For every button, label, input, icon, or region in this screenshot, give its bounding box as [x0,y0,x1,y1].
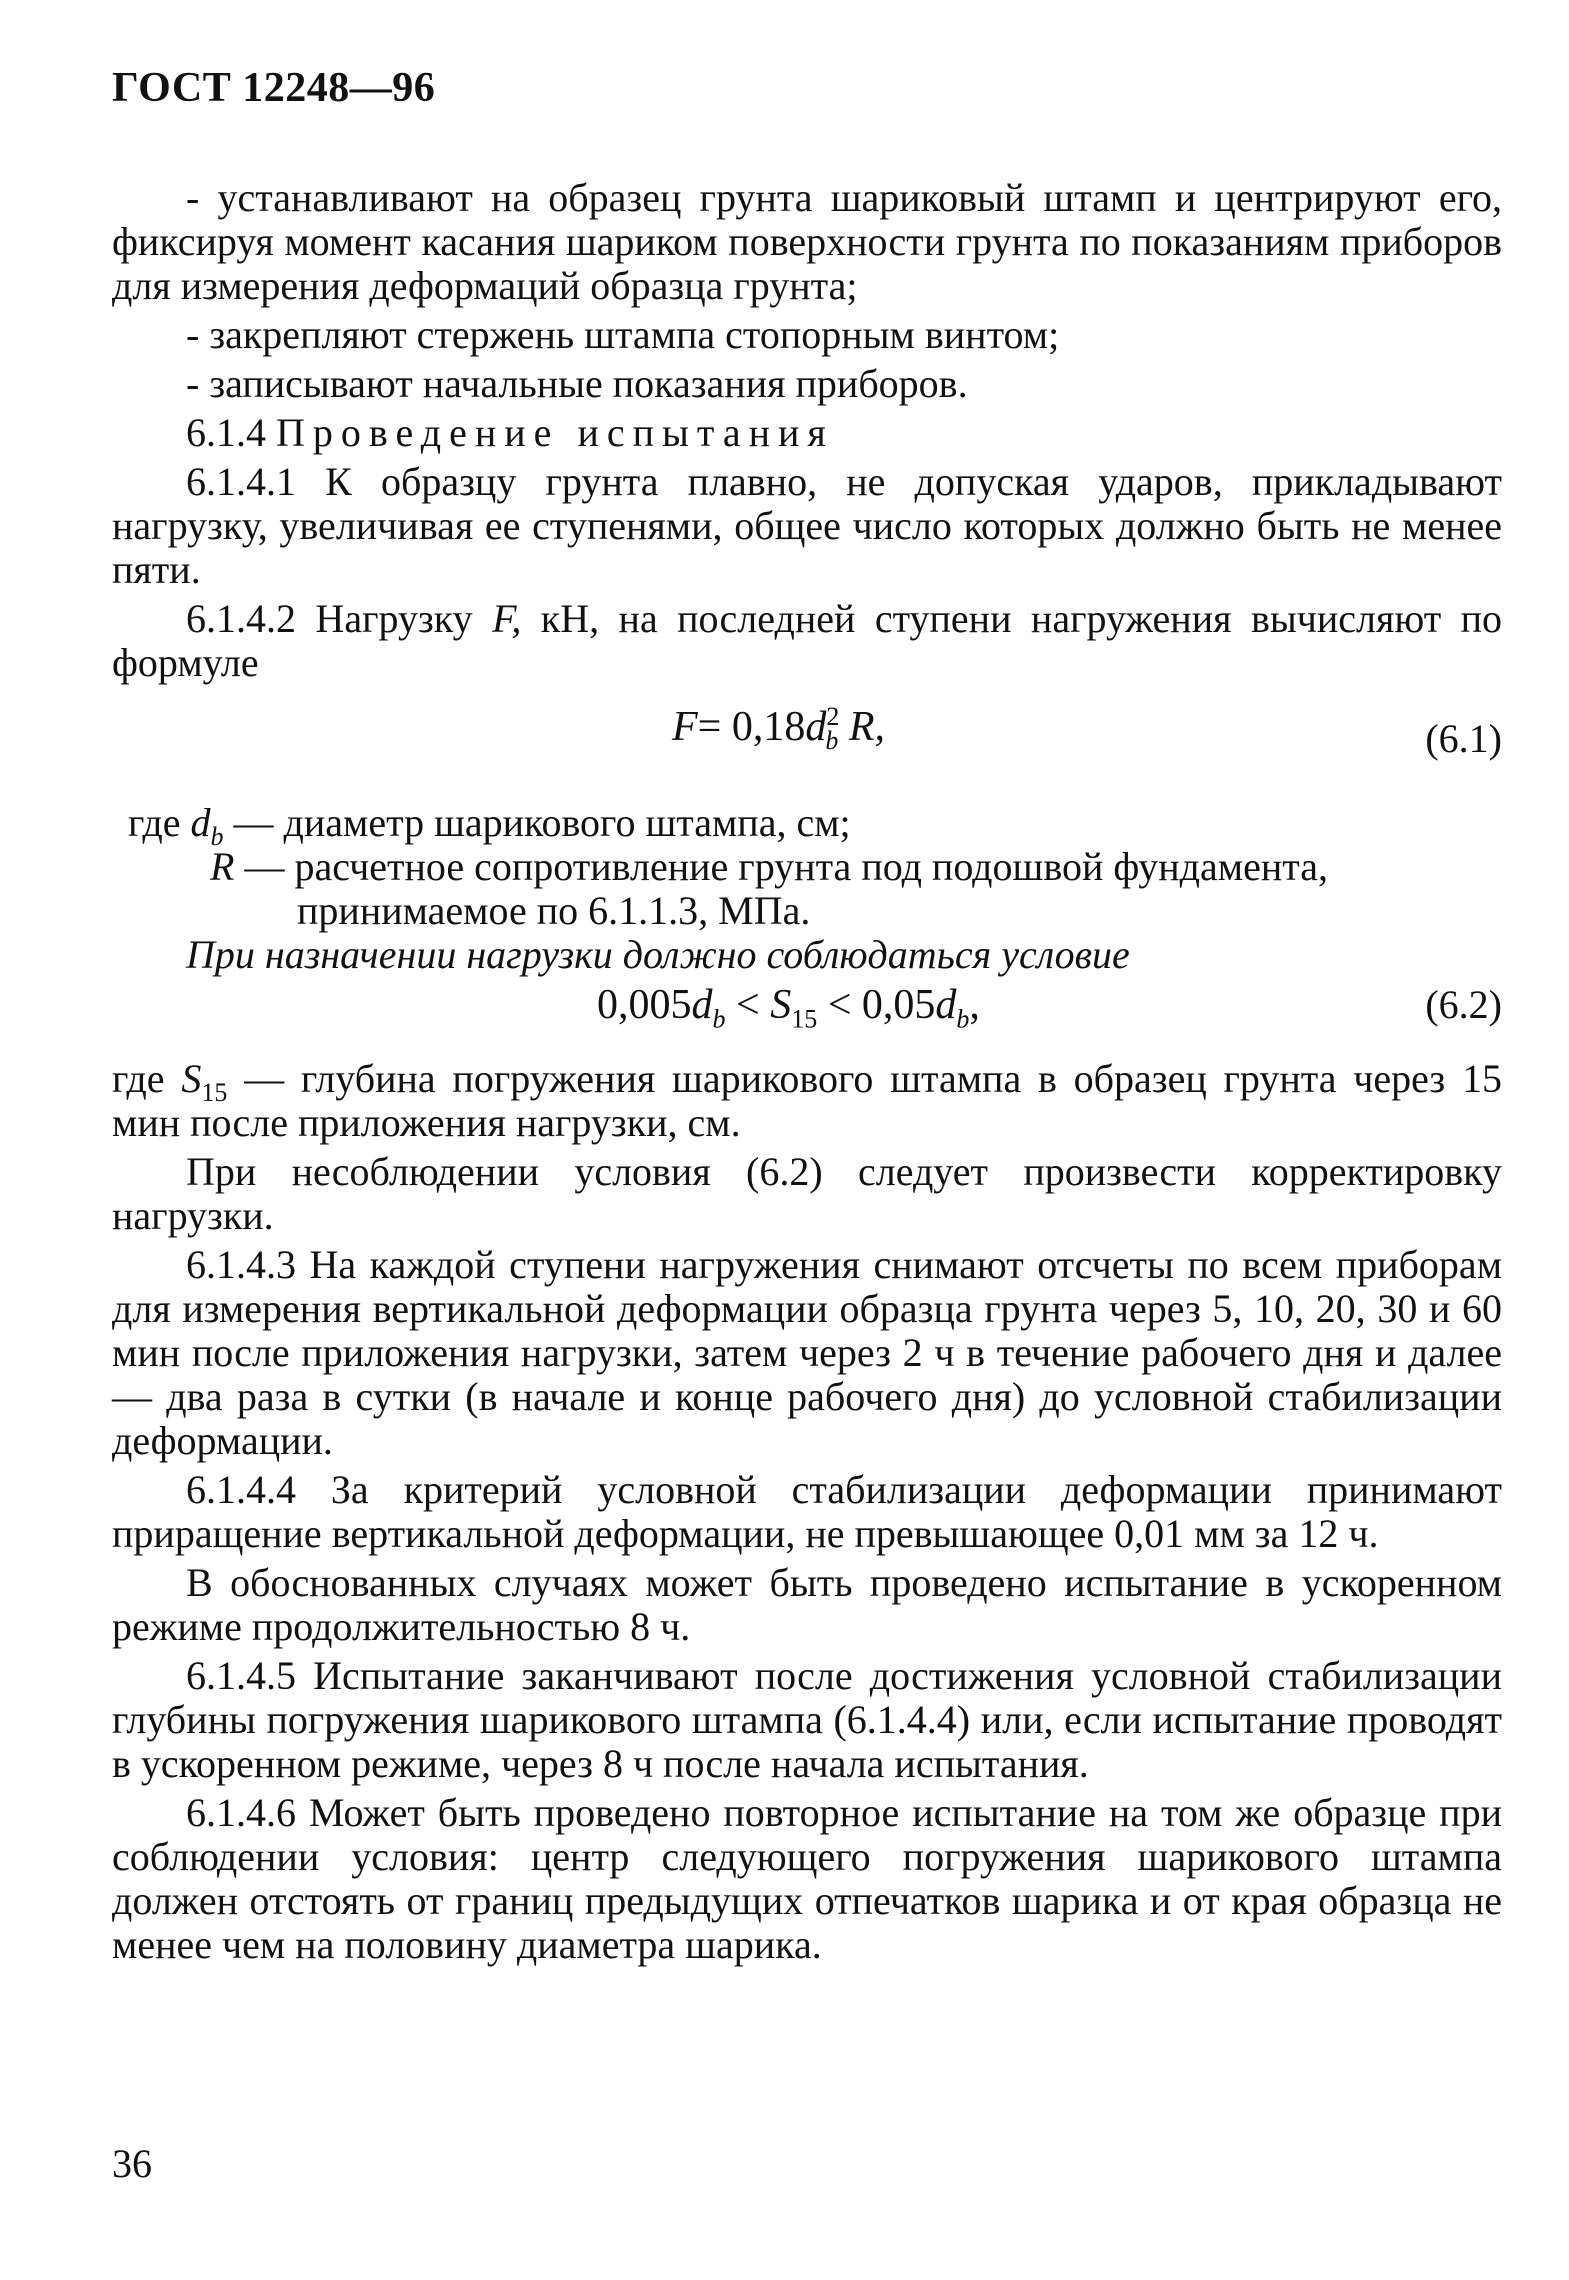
paragraph-part: кН, на последней ступени нагружения вычисляют по формуле [112,596,1503,685]
formula-expression [672,702,885,756]
section-title: Проведение испытания [276,410,834,455]
formula-subscript: 15 [201,1078,228,1107]
formula-text: , [969,982,980,1028]
paragraph [112,1057,1502,1145]
formula-subscript: 15 [791,1004,818,1034]
formula-6-1 [112,702,1502,771]
formula-subscript: b [956,1004,970,1034]
paragraph [112,597,1502,685]
formula-symbol: d [691,982,713,1028]
formula-number: (6.2) [1425,982,1502,1027]
formula-symbol: d [935,982,957,1028]
paragraph: 6.1.4.1 К образцу грунта плавно, не допуская ударов, прикладывают нагрузку, увеличивая ее ступенями, общее число которых должно быть не менее пяти. [112,459,1502,592]
formula-symbol: S [770,982,792,1028]
formula-subscript: b [712,1004,726,1034]
paragraph: - закрепляют стержень штампа стопорным винтом; [186,312,1060,357]
document-header: ГОСТ 12248—96 [112,65,436,111]
section-number: 6.1.4 [186,410,266,455]
page-number: 36 [112,2141,152,2186]
formula-text: = 0,18 [697,704,806,750]
formula-number: (6.1) [1425,716,1502,761]
paragraph: - устанавливают на образец грунта шариковый штамп и центрируют его, фиксируя момент касания шариком поверхности грунта по показаниям приборов для измерения деформаций образца грунта; [112,175,1502,308]
formula-6-2 [112,983,1502,1043]
formula-symbol: d [190,800,211,845]
where-row [112,845,1502,889]
paragraph: 6.1.4.6 Может быть проведено повторное испытание на том же образце при соблюдении условия: центр следующего погружения шарикового штампа должен отстоять от границ предыдущих отпечатков шарика и от края образца не менее чем на половину диаметра шарика. [112,1790,1502,1967]
paragraph-part: 6.1.4.2 Нагрузку [186,596,473,641]
where-lead: где [112,1056,165,1101]
formula-expression [597,982,980,1034]
where-description: — глубина погружения шарикового штампа в образец грунта через 15 мин после приложения нагрузки, см. [112,1056,1503,1145]
paragraph: 6.1.4.5 Испытание заканчивают после достижения условной стабилизации глубины погружения шарикового штампа (6.1.4.4) или, если испытание проводят в ускоренном режиме, через 8 ч после начала испытания. [112,1653,1502,1786]
formula-symbol: F [672,704,698,750]
formula-superscript: 2 [826,702,840,731]
where-description: — расчетное сопротивление грунта под подошвой фундамента, [244,844,1328,889]
paragraph: При назначении нагрузки должно соблюдаться условие [186,932,1130,977]
paragraph: При несоблюдении условия (6.2) следует произвести корректировку нагрузки. [112,1149,1502,1238]
where-row: принимаемое по 6.1.1.3, МПа. [297,888,811,933]
where-description: — диаметр шарикового штампа, см; [233,800,851,845]
formula-symbol: S [181,1056,202,1101]
body-text [112,176,1502,1972]
formula-symbol: d [805,704,827,750]
paragraph: В обоснованных случаях может быть проведено испытание в ускоренном режиме продолжительностью 8 ч. [112,1560,1502,1649]
paragraph: 6.1.4.3 На каждой ступени нагружения снимают отсчеты по всем приборам для измерения вертикальной деформации образца грунта через 5, 10, 20, 30 и 60 мин после приложения нагрузки, затем через 2 ч в течение рабочего дня и далее — два раза в сутки (в начале и конце рабочего дня) до условной стабилизации деформации. [112,1242,1502,1463]
formula-symbol: R [210,844,235,889]
where-block [112,801,1502,933]
paragraph: 6.1.4.4 За критерий условной стабилизации деформации принимают приращение вертикальной деформации, не превышающее 0,01 мм за 12 ч. [112,1467,1502,1556]
formula-text: 0,005 [597,982,692,1028]
formula-text: < [725,982,771,1028]
formula-symbol: R, [848,704,885,750]
where-row [112,800,1502,851]
symbol-f: F, [492,596,522,641]
where-lead: где [128,800,181,845]
formula-subscript: b [210,822,224,851]
formula-subscript: b [825,726,839,756]
section-heading [112,411,1502,455]
formula-text: < 0,05 [817,982,936,1028]
paragraph: - записывают начальные показания приборов. [186,361,968,406]
